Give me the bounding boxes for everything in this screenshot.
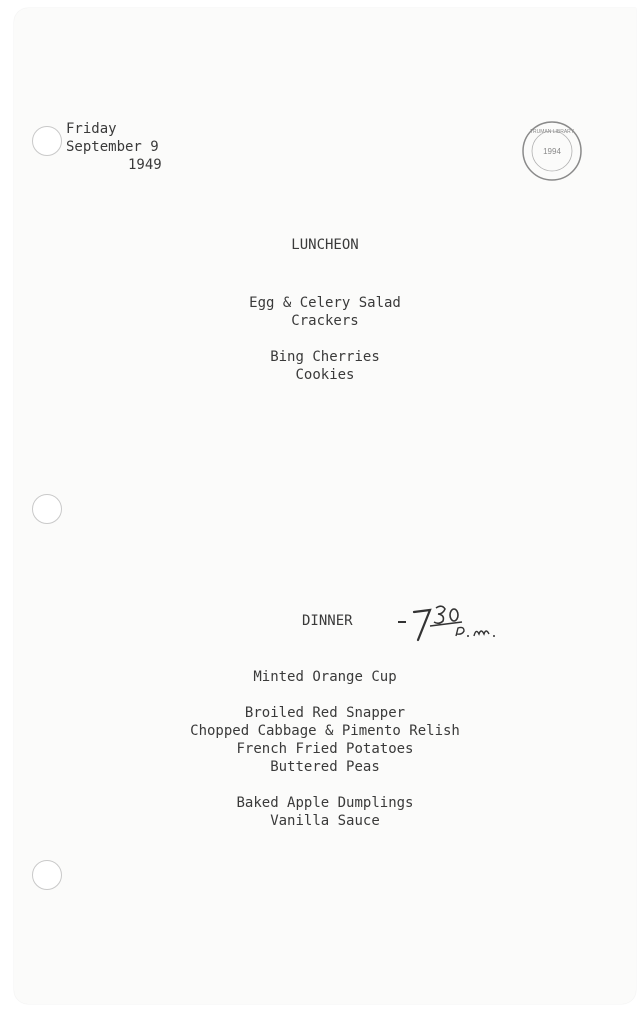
dinner-item: Minted Orange Cup: [253, 669, 397, 685]
dinner-item: Broiled Red Snapper: [244, 705, 406, 721]
dinner-item: Buttered Peas: [270, 759, 380, 775]
luncheon-item: Egg & Celery Salad: [249, 295, 401, 311]
luncheon-item: Cookies: [295, 367, 355, 383]
punch-hole-bottom: [32, 860, 62, 890]
luncheon-item: Crackers: [291, 313, 359, 329]
dinner-item: French Fried Potatoes: [236, 741, 414, 757]
dinner-heading: DINNER: [302, 613, 353, 629]
dinner-item: Vanilla Sauce: [270, 813, 380, 829]
menu-page: [14, 8, 636, 1004]
handwritten-dinner-time: [396, 600, 526, 650]
date-month-day: September 9: [66, 139, 159, 155]
punch-hole-middle: [32, 494, 62, 524]
date-year: 1949: [128, 157, 162, 173]
library-stamp: [521, 120, 583, 182]
dinner-item: Chopped Cabbage & Pimento Relish: [190, 723, 460, 739]
dinner-item: Baked Apple Dumplings: [236, 795, 414, 811]
luncheon-item: Bing Cherries: [270, 349, 380, 365]
svg-text:TRUMAN LIBRARY: TRUMAN LIBRARY: [529, 129, 575, 135]
luncheon-heading: LUNCHEON: [291, 237, 359, 253]
date-day: Friday: [66, 121, 117, 137]
punch-hole-top: [32, 126, 62, 156]
svg-text:1994: 1994: [543, 147, 561, 156]
